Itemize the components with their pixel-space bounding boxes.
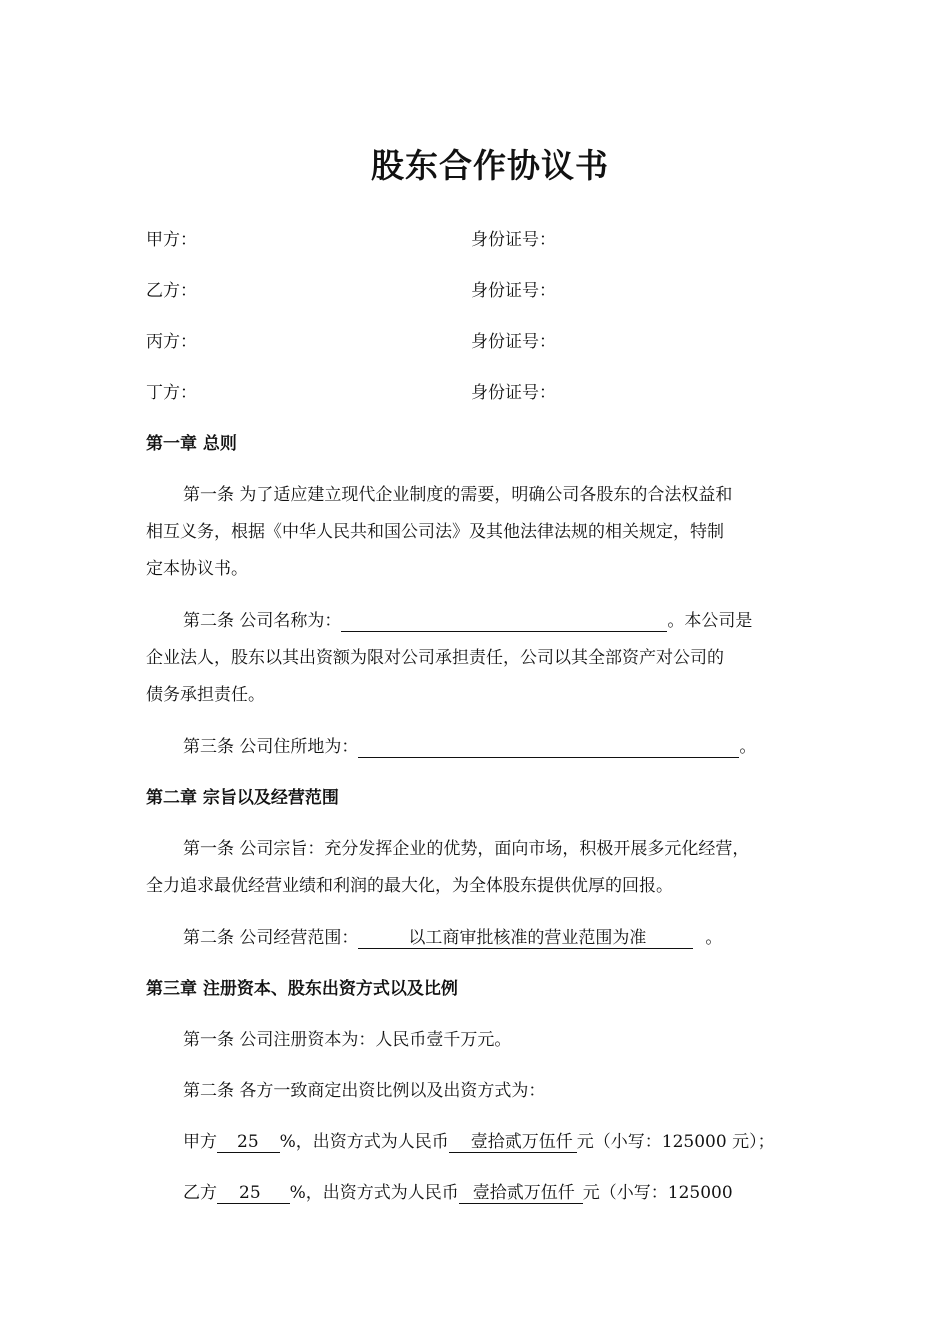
ch1-art2-prefix: 第二条 公司名称为：	[183, 611, 342, 631]
ch1-art3-suffix: 。	[739, 737, 757, 757]
party-a-label: 甲方：	[146, 230, 197, 250]
ch2-art1-line2: 全力追求最优经营业绩和利润的最大化，为全体股东提供优厚的回报。	[146, 876, 673, 896]
share-b-amount: 壹拾贰万伍仟	[459, 1183, 583, 1204]
share-a-percent: 25	[217, 1132, 280, 1153]
ch1-art1-line3: 定本协议书。	[146, 559, 248, 579]
share-a-amount: 壹拾贰万伍仟	[449, 1132, 577, 1153]
share-a-text: %，出资方式为人民币	[279, 1132, 449, 1152]
ch1-art1-line2: 相互义务，根据《中华人民共和国公司法》及其他法律法规的相关规定，特制	[146, 522, 724, 542]
share-row-b	[183, 1182, 733, 1204]
ch2-art2-suffix: 。	[705, 928, 723, 948]
ch1-art2-suffix: 。本公司是	[667, 611, 753, 631]
ch3-art1-line: 第一条 公司注册资本为：人民币壹千万元。	[183, 1030, 512, 1050]
share-row-a	[183, 1131, 775, 1153]
share-b-tail: 元（小写：125000	[582, 1183, 733, 1203]
company-address-blank	[358, 739, 739, 758]
chapter-1-heading: 第一章 总则	[146, 434, 237, 454]
party-c-id-label: 身份证号：	[471, 332, 556, 352]
chapter-3-heading: 第三章 注册资本、股东出资方式以及比例	[146, 979, 458, 999]
document-title: 股东合作协议书	[371, 146, 609, 185]
company-name-blank	[341, 613, 667, 632]
share-b-percent: 25	[217, 1183, 290, 1204]
party-b-label: 乙方：	[146, 281, 197, 301]
party-d-id-label: 身份证号：	[471, 383, 556, 403]
ch2-art1-line1: 第一条 公司宗旨：充分发挥企业的优势，面向市场，积极开展多元化经营，	[183, 839, 750, 859]
party-a-id-label: 身份证号：	[471, 230, 556, 250]
ch2-art2-line	[183, 927, 722, 949]
chapter-2-heading: 第二章 宗旨以及经营范围	[146, 788, 339, 808]
ch1-art2-line3: 债务承担责任。	[146, 685, 265, 705]
share-a-party: 甲方	[183, 1132, 217, 1152]
ch1-art2-line2: 企业法人，股东以其出资额为限对公司承担责任，公司以其全部资产对公司的	[146, 648, 724, 668]
party-c-label: 丙方：	[146, 332, 197, 352]
party-b-id-label: 身份证号：	[471, 281, 556, 301]
business-scope-value: 以工商审批核准的营业范围为准	[358, 928, 693, 949]
share-b-text: %，出资方式为人民币	[289, 1183, 459, 1203]
ch1-art2-line1	[183, 610, 752, 632]
party-d-label: 丁方：	[146, 383, 197, 403]
share-a-tail: 元（小写：125000 元）；	[576, 1132, 775, 1152]
ch2-art2-prefix: 第二条 公司经营范围：	[183, 928, 359, 948]
ch1-art1-line1: 第一条 为了适应建立现代企业制度的需要，明确公司各股东的合法权益和	[183, 485, 733, 505]
ch1-art3-line	[183, 736, 756, 758]
ch1-art3-prefix: 第三条 公司住所地为：	[183, 737, 359, 757]
share-b-party: 乙方	[183, 1183, 217, 1203]
ch3-art2-line: 第二条 各方一致商定出资比例以及出资方式为：	[183, 1081, 546, 1101]
